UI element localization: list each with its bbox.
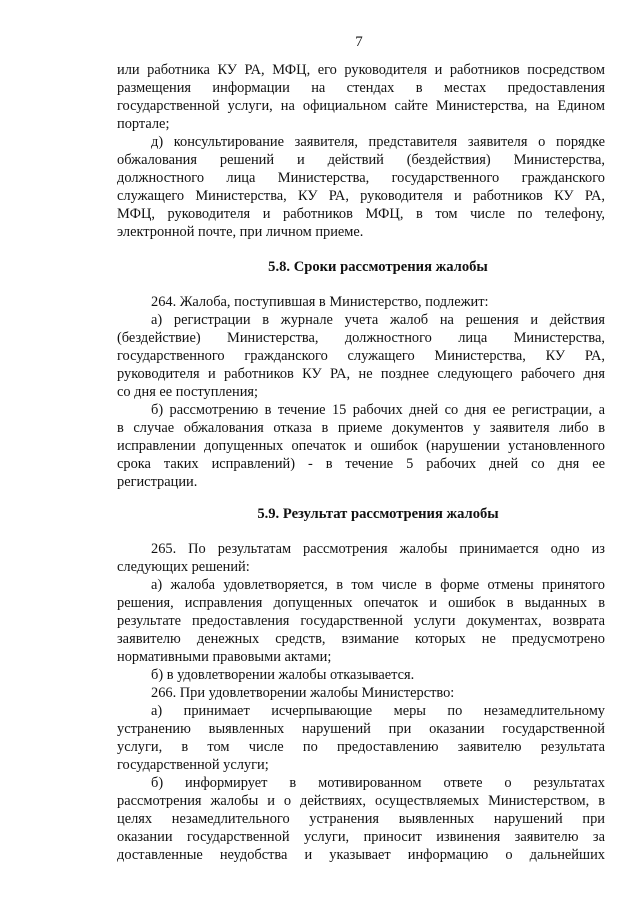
text-line: целях незамедлительного устранения выявленных нарушений при bbox=[117, 811, 605, 827]
text-line: должностного лица Министерства, государственного гражданского bbox=[117, 170, 605, 186]
text-line: оказании государственной услуги, приносит извинения заявителю за bbox=[117, 829, 605, 845]
text-line: 265. По результатам рассмотрения жалобы принимается одно из bbox=[151, 541, 605, 557]
text-line: государственной услуги, на официальном сайте Министерства, на Едином bbox=[117, 98, 605, 114]
text-line: а) принимает исчерпывающие меры по незамедлительному bbox=[151, 703, 605, 719]
text-line: б) информирует в мотивированном ответе о результатах bbox=[151, 775, 605, 791]
text-line: а) жалоба удовлетворяется, в том числе в форме отмены принятого bbox=[151, 577, 605, 593]
text-line: (бездействие) Министерства, должностного лица Министерства, bbox=[117, 330, 605, 346]
text-line: б) в удовлетворении жалобы отказывается. bbox=[151, 667, 415, 683]
text-line: государственного гражданского служащего Министерства, КУ РА, bbox=[117, 348, 605, 364]
text-line: д) консультирование заявителя, представителя заявителя о порядке bbox=[151, 134, 605, 150]
text-line: электронной почте, при личном приеме. bbox=[117, 224, 364, 240]
text-line: заявителю денежных средств, взимание которых не предусмотрено bbox=[117, 631, 605, 647]
text-line: в случае обжалования отказа в приеме документов у заявителя либо в bbox=[117, 420, 605, 436]
text-line: или работника КУ РА, МФЦ, его руководителя и работников посредством bbox=[117, 62, 605, 78]
text-line: решения, исправления допущенных опечаток и ошибок в выданных в bbox=[117, 595, 605, 611]
text-line: исправлении допущенных опечаток и ошибок (нарушении установленного bbox=[117, 438, 605, 454]
text-line: МФЦ, руководителя и работников МФЦ, в том числе по телефону, bbox=[117, 206, 605, 222]
text-line: б) рассмотрению в течение 15 рабочих дней со дня ее регистрации, а bbox=[151, 402, 605, 418]
text-line: услуги, в том числе по предоставлению заявителю результата bbox=[117, 739, 605, 755]
text-line: нормативными правовыми актами; bbox=[117, 649, 332, 665]
text-line: государственной услуги; bbox=[117, 757, 269, 773]
page-number: 7 bbox=[355, 34, 363, 50]
text-line: со дня ее поступления; bbox=[117, 384, 259, 400]
text-line: срока таких исправлений) - в течение 5 рабочих дней со дня ее bbox=[117, 456, 605, 472]
text-line: 264. Жалоба, поступившая в Министерство, подлежит: bbox=[151, 294, 489, 310]
text-line: а) регистрации в журнале учета жалоб на решения и действия bbox=[151, 312, 605, 328]
text-line: результате предоставления государственной услуги документах, возврата bbox=[117, 613, 605, 629]
text-line: рассмотрения жалобы и о действиях, осуществляемых Министерством, в bbox=[117, 793, 605, 809]
section-heading: 5.8. Сроки рассмотрения жалобы bbox=[268, 259, 488, 275]
text-line: 266. При удовлетворении жалобы Министерство: bbox=[151, 685, 455, 701]
text-line: регистрации. bbox=[117, 474, 198, 490]
text-line: размещения информации на стендах в местах предоставления bbox=[117, 80, 605, 96]
text-line: следующих решений: bbox=[117, 559, 250, 575]
text-line: портале; bbox=[117, 116, 170, 132]
text-line: служащего Министерства, КУ РА, руководителя и работников КУ РА, bbox=[117, 188, 605, 204]
text-line: обжалования решений и действий (бездействия) Министерства, bbox=[117, 152, 605, 168]
text-line: руководителя и работников КУ РА, не позднее следующего рабочего дня bbox=[117, 366, 605, 382]
text-line: доставленные неудобства и указывает информацию о дальнейших bbox=[117, 847, 605, 863]
section-heading: 5.9. Результат рассмотрения жалобы bbox=[257, 506, 499, 522]
text-line: устранению выявленных нарушений при оказании государственной bbox=[117, 721, 605, 737]
